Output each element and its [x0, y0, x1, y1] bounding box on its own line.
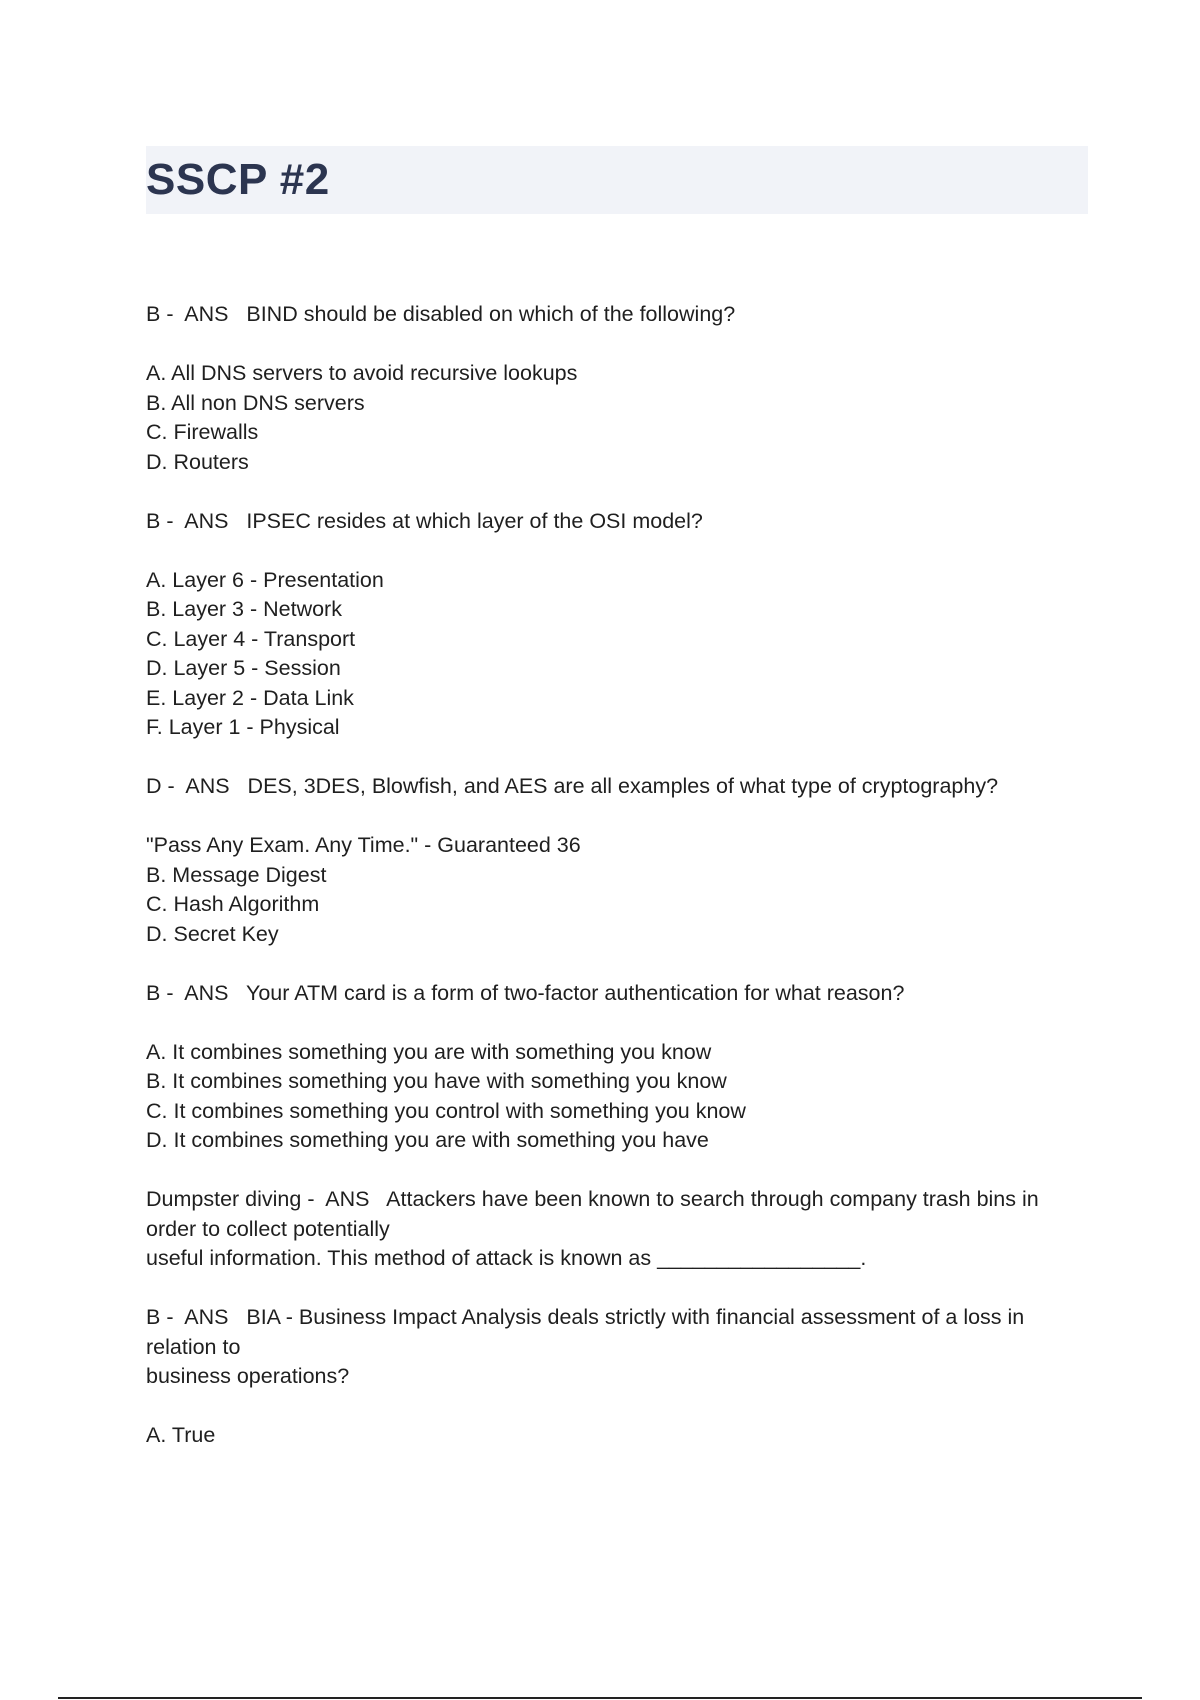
answer-option: B. It combines something you have with something you know: [146, 1069, 727, 1093]
question-text: Dumpster diving - ANS Attackers have been known to search through company trash bins in: [146, 1187, 1039, 1211]
document-body: [146, 300, 1088, 1480]
question-text: B - ANS IPSEC resides at which layer of the OSI model?: [146, 508, 703, 533]
answer-option: C. It combines something you control with something you know: [146, 1098, 746, 1123]
question-text: B - ANS BIND should be disabled on which of the following?: [146, 302, 736, 326]
answer-option: F. Layer 1 - Physical: [146, 715, 340, 739]
question-text: B - ANS Your ATM card is a form of two-factor authentication for what reason?: [146, 980, 905, 1005]
question-text: business operations?: [146, 1364, 350, 1388]
question-text: relation to: [146, 1334, 241, 1359]
title-band: [146, 146, 1088, 214]
question-block-2: [146, 507, 1088, 743]
question-text: D - ANS DES, 3DES, Blowfish, and AES are all examples of what type of cryptography?: [146, 774, 999, 798]
answer-option: B. All non DNS servers: [146, 390, 365, 415]
question-block-5: [146, 1185, 1088, 1274]
question-block-4: [146, 979, 1088, 1156]
answer-option: D. Secret Key: [146, 921, 279, 946]
answer-option: D. It combines something you are with something you have: [146, 1128, 709, 1152]
answer-option: C. Layer 4 - Transport: [146, 626, 356, 651]
answer-option: E. Layer 2 - Data Link: [146, 685, 354, 710]
spacer: [146, 330, 1088, 360]
spacer: [146, 1392, 1088, 1422]
question-block-3: [146, 772, 1088, 949]
answer-option: B. Layer 3 - Network: [146, 597, 342, 621]
answer-option: D. Layer 5 - Session: [146, 656, 341, 680]
answer-option: A. Layer 6 - Presentation: [146, 567, 384, 592]
answer-option: B. Message Digest: [146, 862, 327, 887]
answer-option: A. All DNS servers to avoid recursive lookups: [146, 361, 578, 385]
question-text: B - ANS BIA - Business Impact Analysis deals strictly with financial assessment of a loss in: [146, 1305, 1025, 1329]
spacer: [146, 1008, 1088, 1038]
spacer: [146, 802, 1088, 832]
footer-rule: [58, 1697, 1142, 1699]
answer-option: C. Hash Algorithm: [146, 892, 320, 916]
question-block-1: [146, 300, 1088, 477]
spacer: [146, 536, 1088, 566]
answer-option: C. Firewalls: [146, 420, 259, 444]
page-title: SSCP #2: [146, 155, 330, 204]
question-block-6: [146, 1303, 1088, 1451]
question-text: order to collect potentially: [146, 1216, 390, 1241]
answer-option: A. It combines something you are with something you know: [146, 1039, 712, 1064]
answer-option: D. Routers: [146, 449, 249, 474]
question-text: useful information. This method of attack is known as _________________.: [146, 1246, 867, 1270]
answer-option: A. True: [146, 1423, 216, 1447]
answer-option: "Pass Any Exam. Any Time." - Guaranteed 36: [146, 833, 581, 857]
